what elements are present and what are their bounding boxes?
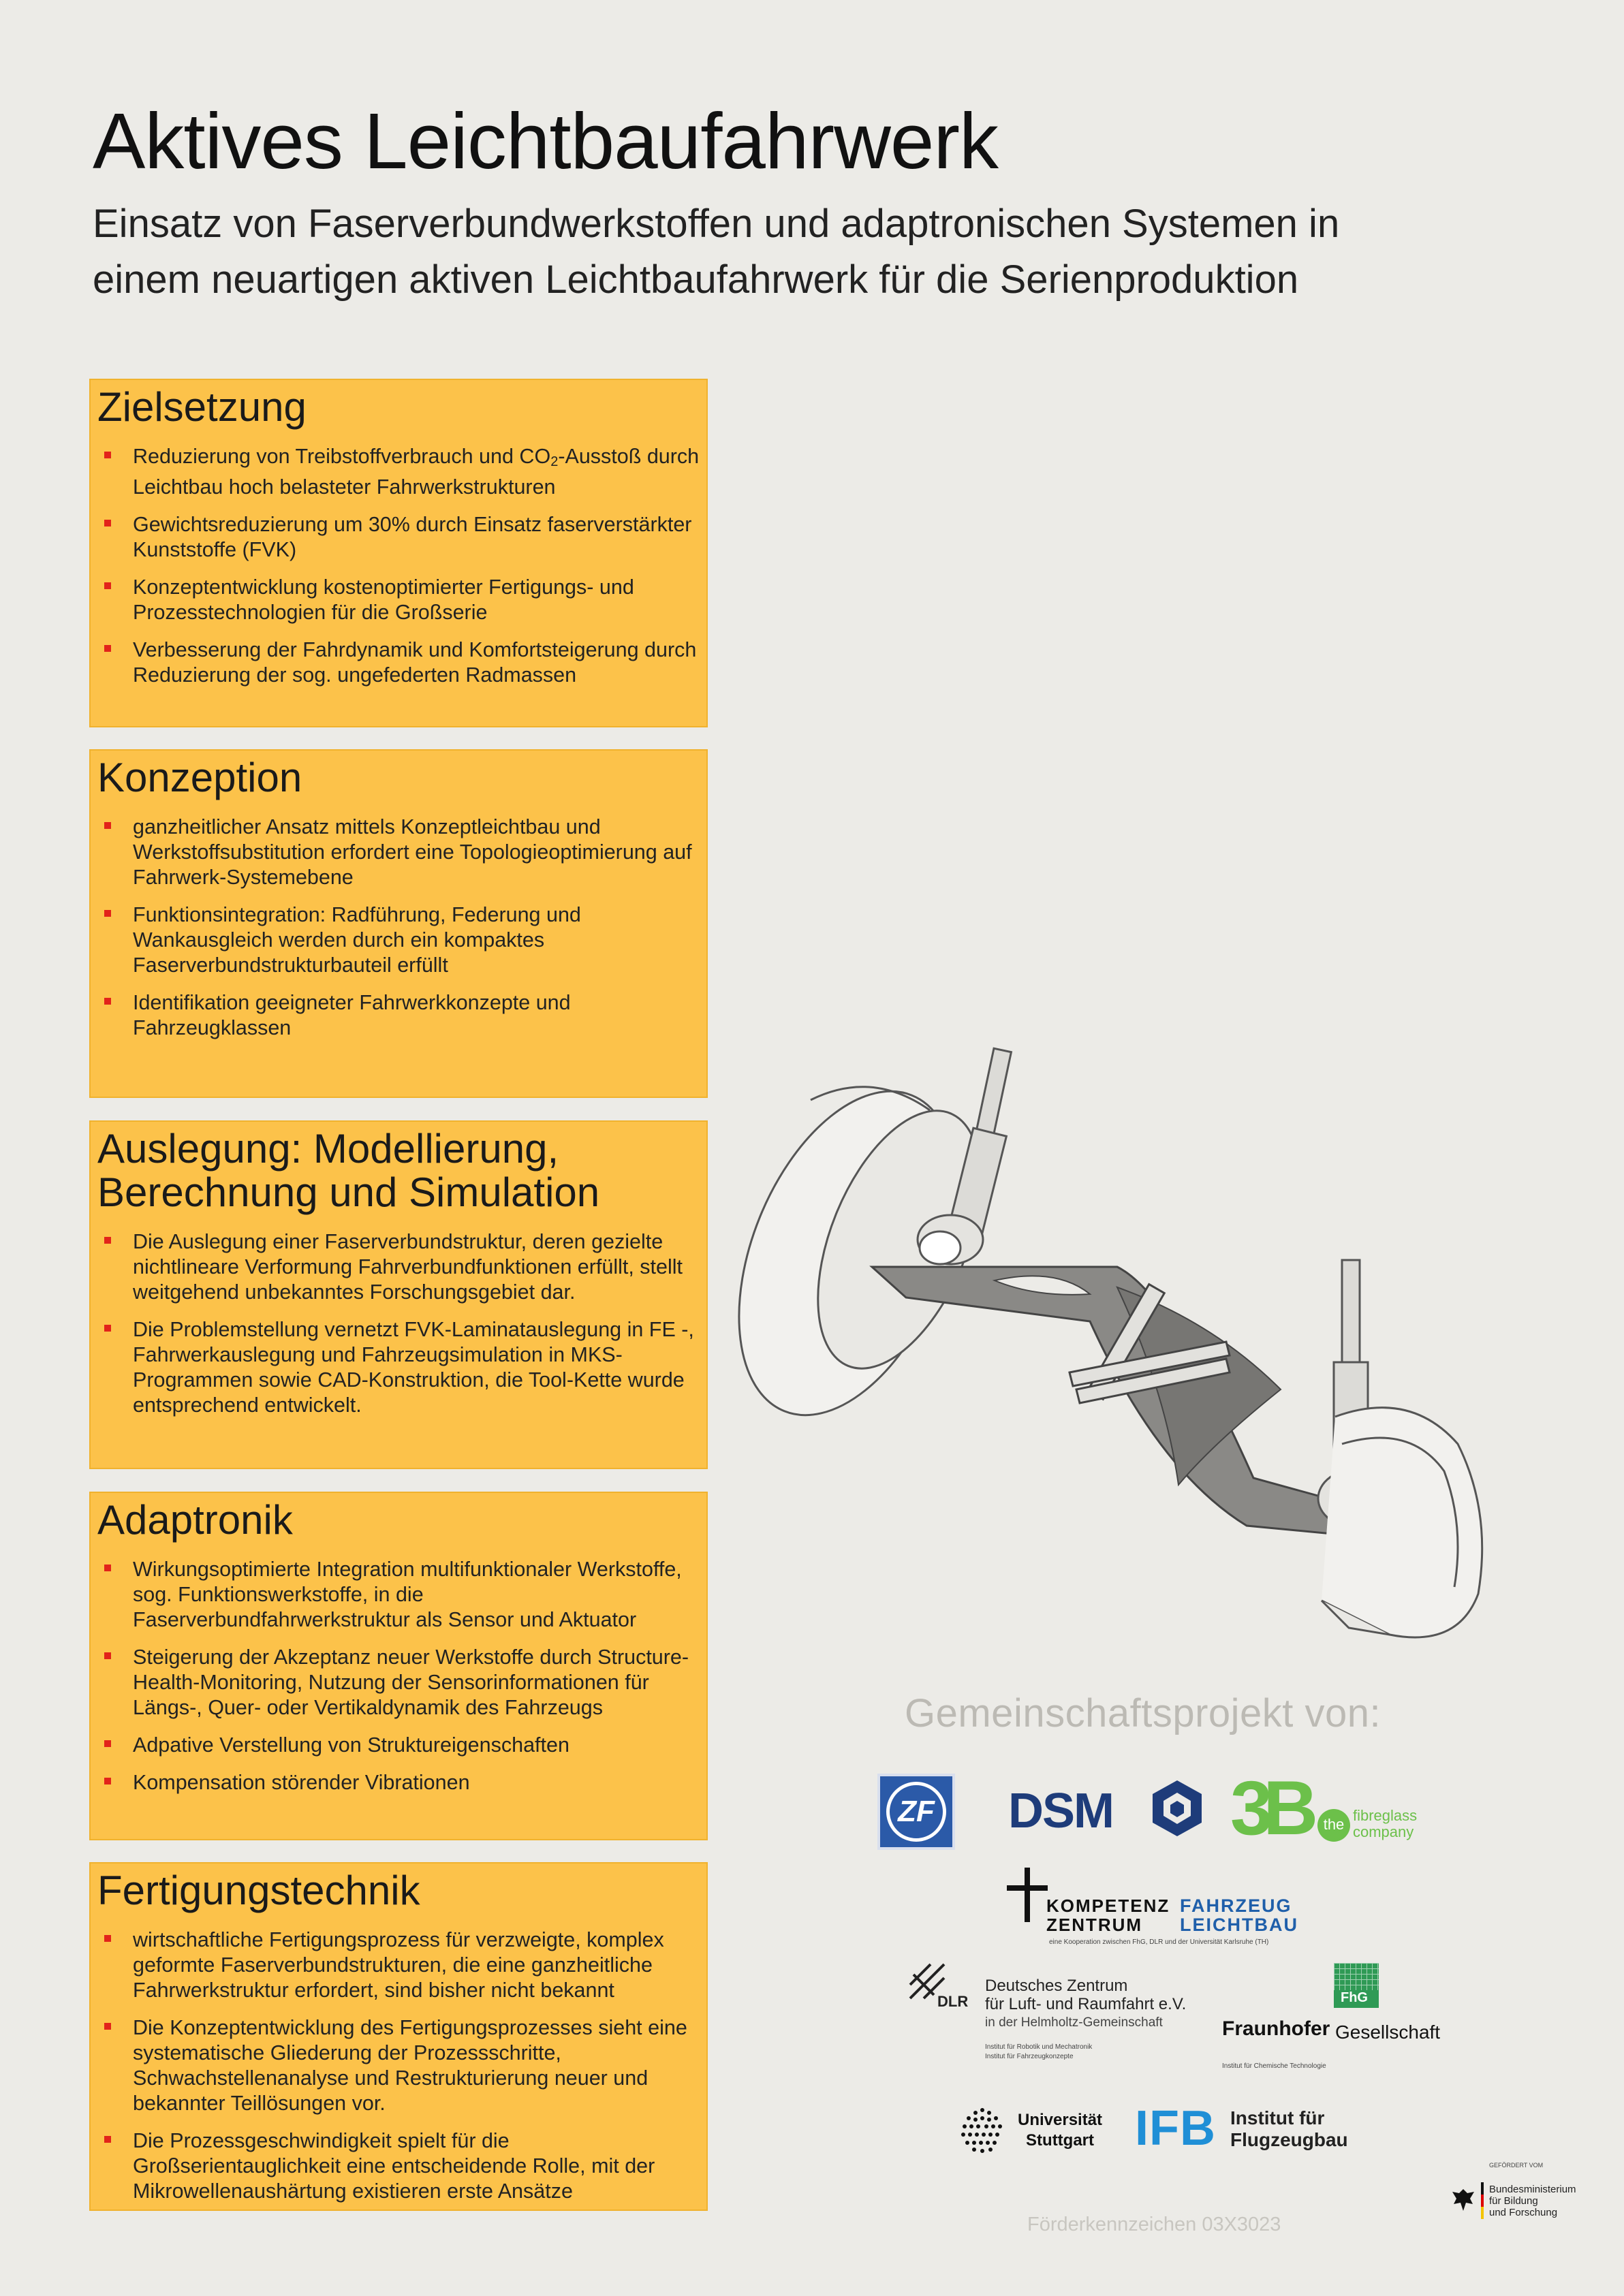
uni-dot-icon [956,2105,1008,2156]
hexagon-logo [1150,1778,1204,1839]
uni-stuttgart-logo [956,2105,1120,2159]
bmbf-line1: Bundesministerium [1489,2184,1576,2195]
section-heading: Zielsetzung [97,384,307,430]
section-list [91,1214,706,1418]
list-item-text: Die Konzeptentwicklung des Fertigungsprozesses sieht eine systematische Gliederung der Prozessschritte, Schwachstellenanalyse und Restrukturierung neuer und bekannter Teillösungen vor. [133,2016,687,2115]
fahrzeug-word: FAHRZEUG [1180,1896,1292,1916]
page-title: Aktives Leichtbaufahrwerk [93,97,998,185]
bmbf-line3: und Forschung [1489,2207,1558,2218]
section-list [91,429,706,688]
bmbf-name [1489,2184,1576,2218]
list-item [97,638,700,688]
bullet-icon [104,1564,111,1571]
list-item-text: Verbesserung der Fahrdynamik und Komfortsteigerung durch Reduzierung der sog. ungefederten Radmassen [133,638,697,687]
list-item [97,990,700,1041]
ifb-name [1230,2107,1348,2151]
bullet-icon [104,645,111,652]
dlr-line3: in der Helmholtz-Gemeinschaft [985,2015,1163,2030]
list-item [97,1928,700,2003]
list-item [97,1317,700,1418]
dlr-logo [903,1957,1203,2066]
fhg-grid-icon [1334,1963,1379,2008]
fhg-abbr: FhG [1341,1990,1368,2005]
list-item-text: Die Auslegung einer Faserverbundstruktur, deren gezielte nichtlineare Verformung Fahrverbundfunktionen erfüllt, stellt weitgehend unbekanntes Forschungsgebiet dar. [133,1230,683,1304]
bullet-icon [104,2023,111,2030]
list-item-text: Die Problemstellung vernetzt FVK-Laminatauslegung in FE -, Fahrwerkauslegung und Fahrzeugsimulation in MKS-Programmen sowie CAD-Konstruktion, die Tool-Kette wurde entsprechend entwickelt. [133,1318,694,1417]
list-item-text: Steigerung der Akzeptanz neuer Werkstoffe durch Structure-Health-Monitoring, Nutzung der Sensorinformationen für Längs-, Quer- oder Vertikaldynamik des Fahrzeugs [133,1646,689,1719]
bullet-icon [104,520,111,526]
bullet-icon [104,1740,111,1747]
co2-item-part2: -Ausstoß durch Leichtbau hoch belasteter Fahrwerkstrukturen [133,445,700,499]
co2-subscript: 2 [550,454,559,469]
section-list [91,1913,706,2204]
bullet-icon [104,452,111,458]
list-item [97,2128,700,2204]
flag-red [1481,2195,1484,2207]
section-auslegung [89,1120,708,1469]
dlr-institute-2: Institut für Fahrzeugkonzepte [985,2053,1074,2060]
zf-logo-text: ZF [898,1795,935,1828]
list-item-text: Die Prozessgeschwindigkeit spielt für die Großserientauglichkeit eine entscheidende Rolle, mit der Mikrowellenaushärtung existieren erste Ansätze [133,2129,655,2203]
section-heading: Fertigungstechnik [97,1868,420,1913]
list-item [97,512,700,563]
fraunhofer-logo [1221,1963,1452,2072]
fhg-grid-pattern [1334,1963,1379,1990]
flag-gold [1481,2207,1484,2219]
the-badge: the [1317,1809,1350,1842]
dlr-line1: Deutsches Zentrum [985,1977,1128,1995]
dlr-line2: für Luft- und Raumfahrt [985,1995,1155,2013]
bullet-icon [104,1935,111,1942]
dlr-ev: e.V. [1158,1995,1187,2013]
gesellschaft-word: Gesellschaft [1335,2022,1441,2043]
fraunhofer-word: Fraunhofer [1222,2017,1330,2040]
leichtbau-word: LEICHTBAU [1180,1915,1298,1935]
section-list [91,800,706,1041]
bullet-icon [104,1237,111,1244]
dlr-institute-1: Institut für Robotik und Mechatronik [985,2043,1093,2051]
company-word: company [1353,1823,1414,1840]
list-item-text: Funktionsintegration: Radführung, Federung und Wankausgleich werden durch ein kompaktes Faserverbundstrukturbauteil erfüllt [133,903,581,977]
bullet-icon [104,2136,111,2143]
list-item-text: wirtschaftliche Fertigungsprozess für verzweigte, komplex geformte Faserverbundstrukturen, die eine ganzheitliche Fahrwerkstruktur erfordert, sind bisher nicht bekannt [133,1928,664,2002]
section-adaptronik [89,1492,708,1840]
list-item [97,902,700,978]
section-heading: Adaptronik [97,1497,293,1543]
list-item-text: Adpative Verstellung von Struktureigenschaften [133,1733,569,1757]
list-item-text: ganzheitlicher Ansatz mittels Konzeptleichtbau und Werkstoffsubstitution erfordert eine Topologieoptimierung auf Fahrwerk-Systemebene [133,815,692,889]
dlr-abbr: DLR [937,1993,969,2010]
list-item-text: Konzeptentwicklung kostenoptimierter Fertigungs- und Prozesstechnologien für die Großserie [133,576,634,624]
kompetenz-cross-icon [1007,1868,1048,1922]
section-zielsetzung [89,379,708,727]
bmbf-logo [1447,2162,1597,2237]
bullet-icon [104,582,111,589]
uni-line2: Stuttgart [1026,2131,1095,2150]
section-heading: Konzeption [97,755,302,800]
list-item-text: Wirkungsoptimierte Integration multifunktionaler Werkstoffe, sog. Funktionswerkstoffe, in die Faserverbundfahrwerkstruktur als Sensor und Aktuator [133,1558,682,1631]
list-item-text: Kompensation störender Vibrationen [133,1771,470,1794]
bullet-icon [104,998,111,1005]
ifb-line1: Institut für [1230,2107,1325,2128]
list-item [97,1557,700,1633]
bullet-icon [104,1778,111,1784]
list-item [97,444,700,500]
3b-logo-text: 3B [1230,1765,1309,1851]
list-item [97,815,700,890]
kompetenz-note: eine Kooperation zwischen FhG, DLR und der Universität Karlsruhe (TH) [1049,1938,1269,1946]
list-item [97,2015,700,2116]
dsm-logo: DSM [1008,1784,1113,1838]
kompetenzzentrum-logo [1001,1868,1328,1949]
kompetenz-zentrum-text [1046,1896,1170,1934]
3b-fibreglass-logo [1230,1765,1435,1851]
right-wheel [1322,1408,1482,1637]
uni-line1: Universität [1018,2111,1103,2129]
fahrzeug-leichtbau-text [1180,1896,1298,1934]
composite-beam [872,1267,1390,1539]
bullet-icon [104,1652,111,1659]
dlr-name [985,1977,1186,2032]
bullet-icon [104,822,111,829]
ifb-line2: Flugzeugbau [1230,2129,1348,2150]
bmbf-note: GEFÖRDERT VOM [1489,2162,1544,2169]
flag-black [1481,2182,1484,2195]
zentrum-word: ZENTRUM [1046,1915,1143,1935]
list-item [97,575,700,625]
suspension-illustration [736,1035,1540,1662]
list-item [97,1645,700,1720]
page-subtitle: Einsatz von Faserverbundwerkstoffen und adaptronischen Systemen in einem neuartigen aktiven Leichtbaufahrwerk für die Serienproduktion [93,202,1340,302]
section-konzeption [89,749,708,1098]
bullet-icon [104,1325,111,1332]
list-item [97,1733,700,1758]
section-heading: Auslegung: Modellierung, Berechnung und Simulation [97,1126,600,1215]
partners-title: Gemeinschaftsprojekt von: [905,1691,1381,1735]
ifb-abbr: IFB [1135,2101,1216,2156]
list-item [97,1229,700,1305]
funding-code: Förderkennzeichen 03X3023 [1027,2214,1281,2235]
fibreglass-word: fibreglass [1353,1807,1418,1824]
section-list [91,1542,706,1795]
list-item-text: Gewichtsreduzierung um 30% durch Einsatz faserverstärkter Kunststoffe (FVK) [133,513,692,561]
section-fertigungstechnik [89,1862,708,2211]
fhg-institute: Institut für Chemische Technologie [1222,2062,1326,2070]
zf-logo [877,1774,955,1850]
list-item [97,1770,700,1795]
zf-ring [886,1782,946,1842]
fibreglass-company-text [1353,1808,1417,1840]
bmbf-line2: für Bildung [1489,2195,1538,2207]
bullet-icon [104,910,111,917]
uni-name [1018,2110,1102,2151]
eagle-icon [1450,2186,1477,2216]
list-item-text: Identifikation geeigneter Fahrwerkkonzepte und Fahrzeugklassen [133,991,571,1039]
co2-item-part1: Reduzierung von Treibstoffverbrauch und CO [133,445,551,468]
kompetenz-word: KOMPETENZ [1046,1896,1170,1916]
ifb-logo [1135,2103,1367,2158]
